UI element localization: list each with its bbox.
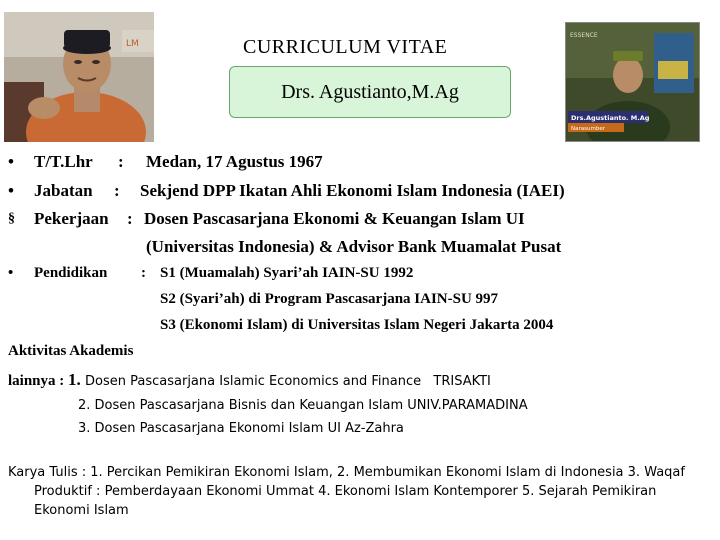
position-value: Sekjend DPP Ikatan Ahli Ekonomi Islam Indonesia (IAEI) (140, 181, 565, 200)
education-item-s1: S1 (Muamalah) Syari’ah IAIN-SU 1992 (160, 265, 414, 281)
academic-item-3: 3. Dosen Pascasarjana Ekonomi Islam UI Az-Zahra (78, 421, 404, 436)
job-colon: : (127, 209, 133, 228)
svg-text:ESSENCE: ESSENCE (570, 32, 598, 39)
name-box (229, 66, 511, 118)
bullet: • (8, 265, 14, 281)
speaker-portrait-illustration (4, 12, 154, 142)
birth-colon: : (118, 152, 124, 171)
academic-heading: Aktivitas Akademis (8, 343, 134, 359)
job-value-line1: Dosen Pascasarjana Ekonomi & Keuangan Islam UI (144, 209, 525, 228)
birth-value: Medan, 17 Agustus 1967 (146, 152, 323, 171)
person-name: Drs. Agustianto,M.Ag (281, 80, 459, 103)
job-value-line2: (Universitas Indonesia) & Advisor Bank Muamalat Pusat (146, 237, 562, 256)
tv-still-illustration (566, 23, 699, 141)
bio-birth-row (8, 152, 14, 172)
svg-text:LM: LM (126, 39, 139, 49)
page-title: CURRICULUM VITAE (243, 36, 448, 58)
academic-first-text: Dosen Pascasarjana Islamic Economics and Finance (85, 374, 422, 389)
academic-first-num: 1. (68, 370, 81, 389)
education-item-s2: S2 (Syari’ah) di Program Pascasarjana IAIN-SU 997 (160, 291, 499, 307)
writings-paragraph: Karya Tulis : 1. Percikan Pemikiran Ekonomi Islam, 2. Membumikan Ekonomi Islam di Indonesia 3. Waqaf Produktif : Pemberdayaan Ekonomi Ummat 4. Ekonomi Islam Kontemporer 5. Sejarah Pemikiran Ekonomi Islam (8, 465, 685, 518)
bullet: • (8, 152, 14, 171)
academic-first-line (8, 370, 491, 390)
position-label: Jabatan (34, 181, 93, 200)
education-label: Pendidikan (34, 265, 108, 281)
birth-label: T/T.Lhr (34, 152, 93, 171)
academic-lead: lainnya : (8, 373, 69, 389)
education-item-s3: S3 (Ekonomi Islam) di Universitas Islam Negeri Jakarta 2004 (160, 317, 554, 333)
education-bullet (8, 265, 13, 282)
profile-photo-left (4, 12, 154, 142)
academic-item-2: 2. Dosen Pascasarjana Bisnis dan Keuangan Islam UNIV.PARAMADINA (78, 398, 528, 413)
svg-text:Drs.Agustianto. M.Ag: Drs.Agustianto. M.Ag (571, 114, 650, 122)
education-colon: : (141, 265, 146, 281)
bio-job-bullet (8, 211, 15, 227)
tv-screenshot-right (565, 22, 700, 142)
square-bullet: § (8, 211, 15, 226)
bullet: • (8, 181, 14, 200)
academic-first-inst: TRISAKTI (433, 374, 491, 389)
position-colon: : (114, 181, 120, 200)
svg-text:Narasumber: Narasumber (571, 126, 605, 132)
job-label: Pekerjaan (34, 209, 109, 228)
bio-position-bullet (8, 181, 14, 201)
